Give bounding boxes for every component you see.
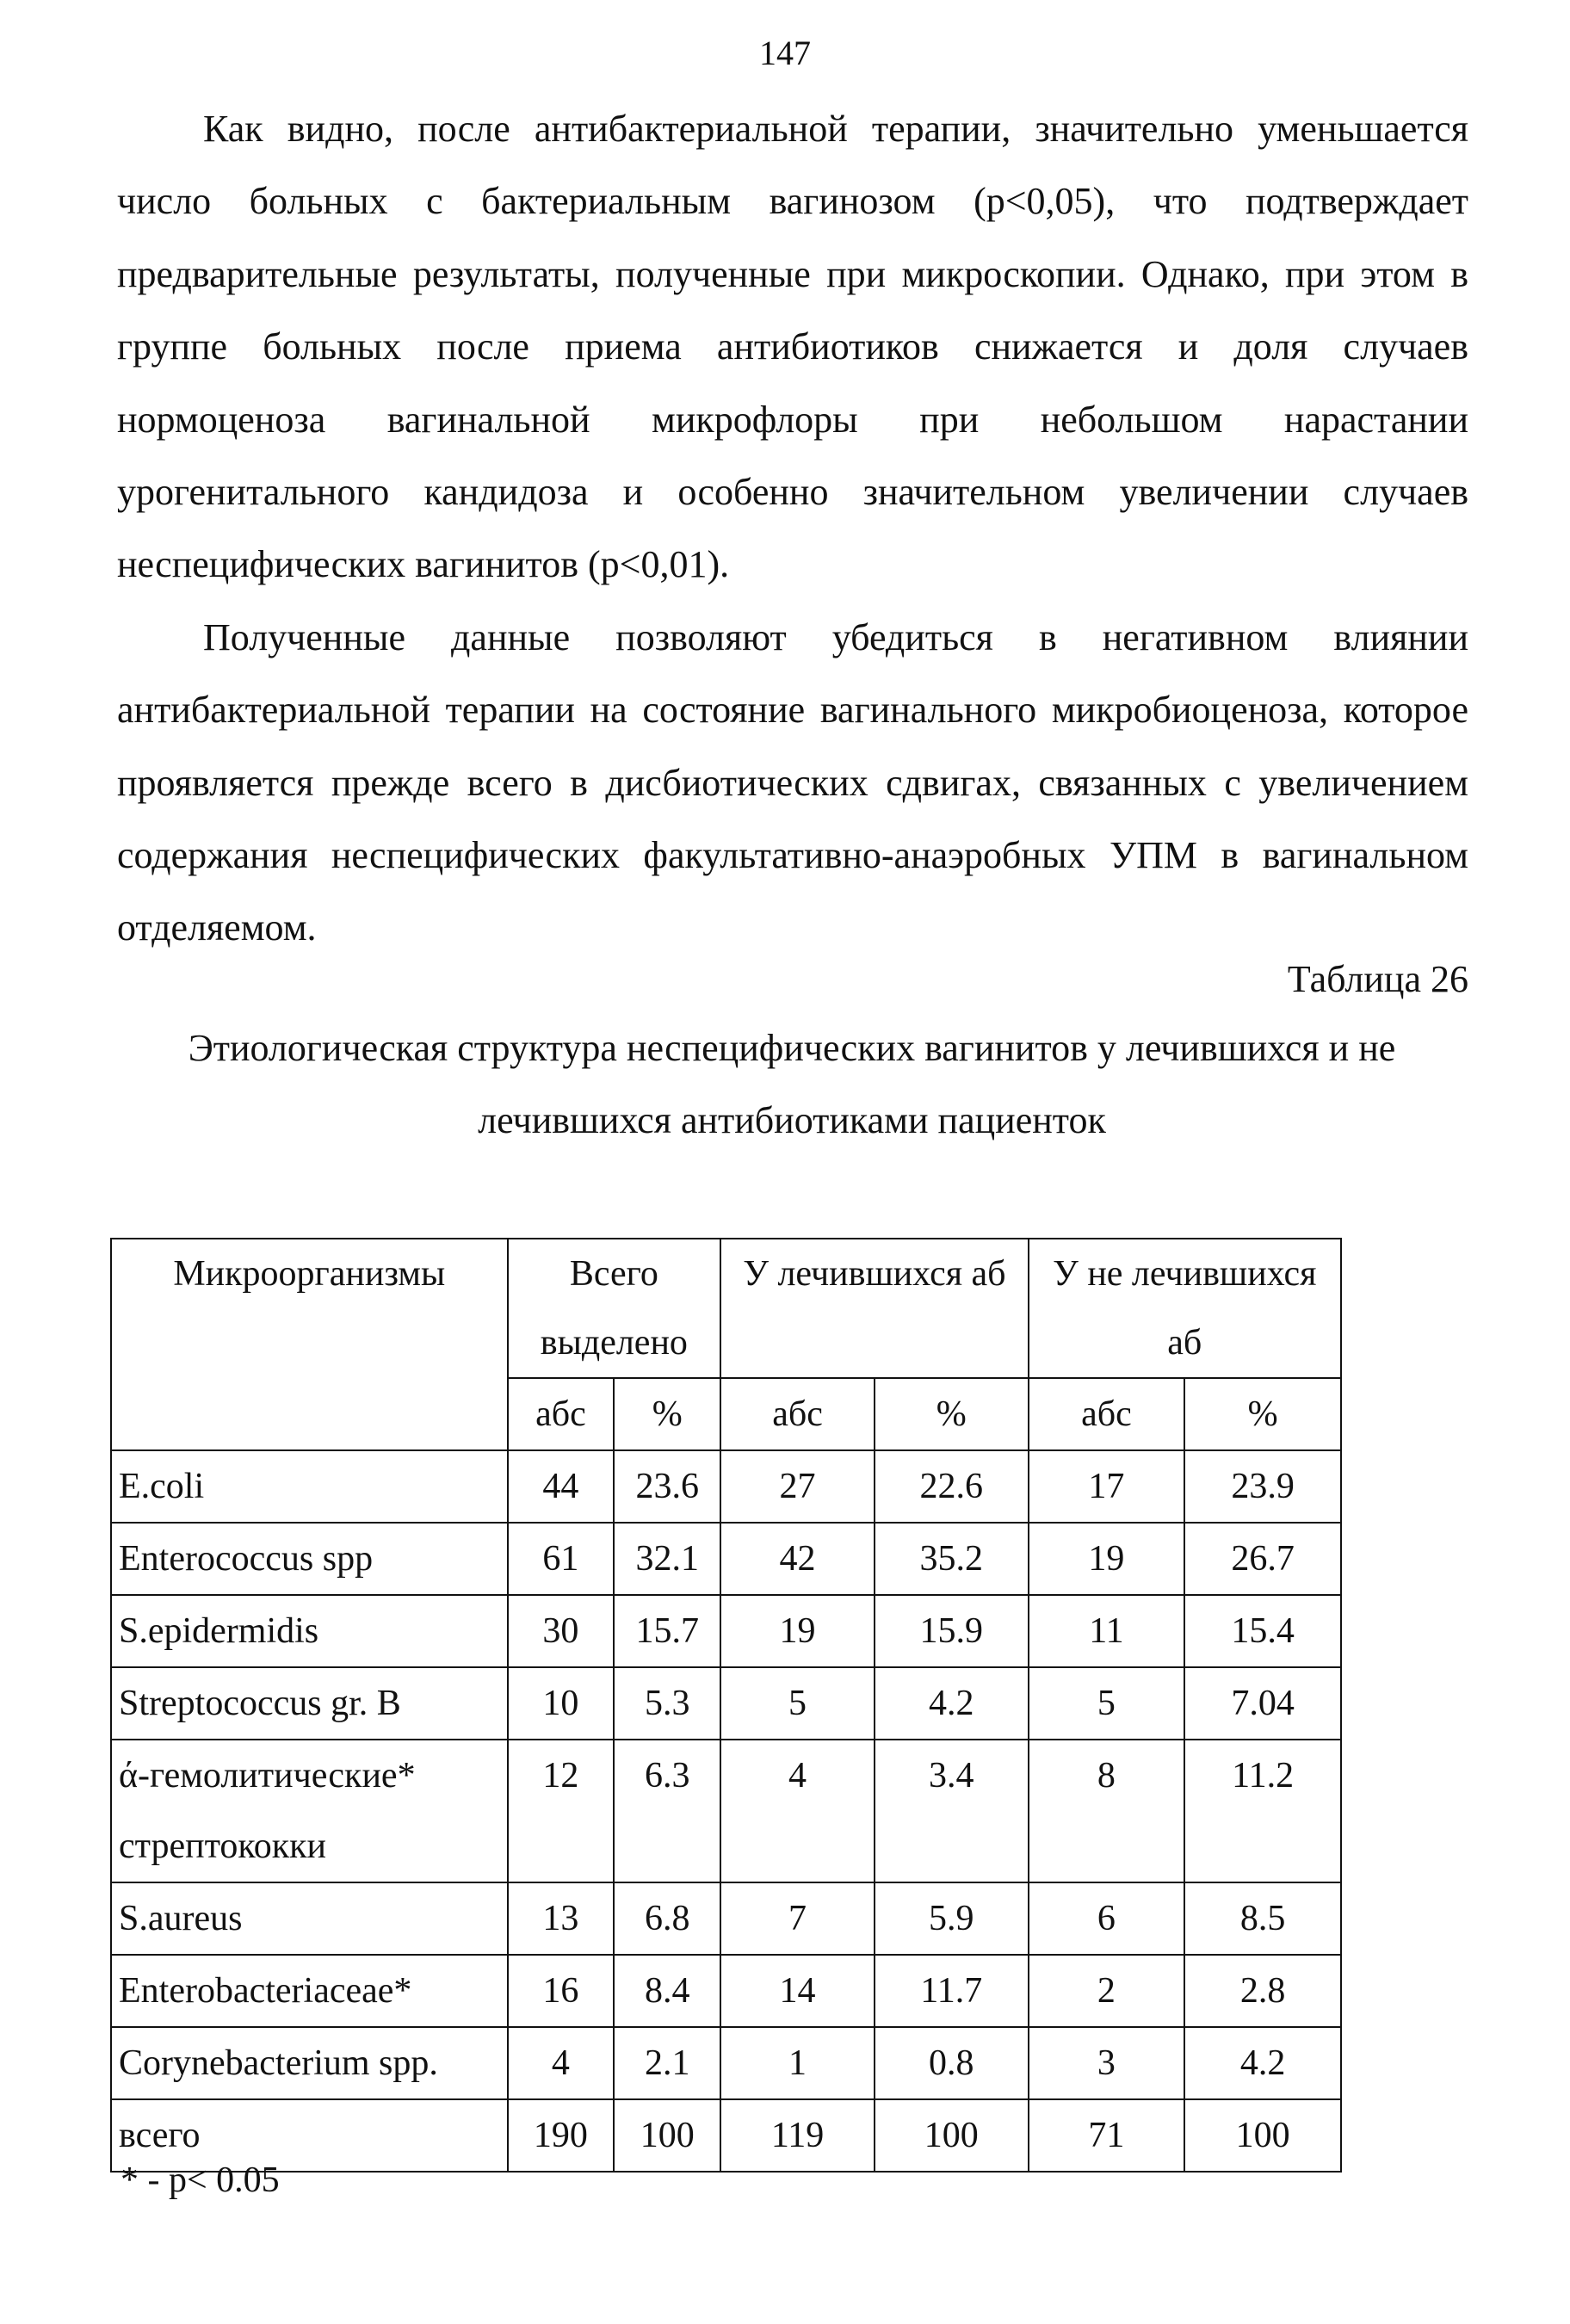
cell-treated-pct: 11.7 [875,1955,1029,2027]
cell-treated-abs: 19 [720,1595,875,1667]
table-row [111,1667,1341,1740]
table-row [111,1882,1341,1955]
cell-treated-abs: 119 [720,2099,875,2172]
table-caption-line: лечившихся антибиотиками пациенток [478,1099,1106,1141]
cell-total-abs: 16 [508,1955,615,2027]
cell-organism: Enterobacteriaceae* [111,1955,508,2027]
table-row [111,1523,1341,1595]
cell-total-abs: 12 [508,1740,615,1882]
paragraph: Полученные данные позволяют убедиться в негативном влиянии антибактериальной терапии на состояние вагинального микробиоценоза, которое проявляется прежде всего в дисбиотических сдвигах, связанных с увеличением содержания неспецифических факультативно-анаэробных УПМ в вагинальном отделяемом. [117,615,1468,949]
table-caption [112,1012,1472,1157]
cell-organism: всего [111,2099,508,2172]
cell-untreated-pct: 8.5 [1184,1882,1341,1955]
cell-treated-pct: 35.2 [875,1523,1029,1595]
cell-total-pct: 6.3 [614,1740,720,1882]
cell-untreated-pct: 2.8 [1184,1955,1341,2027]
subheader-abs: абс [720,1378,875,1450]
cell-total-pct: 32.1 [614,1523,720,1595]
cell-total-abs: 10 [508,1667,615,1740]
cell-total-pct: 5.3 [614,1667,720,1740]
table-row [111,2027,1341,2099]
cell-organism: ά-гемолитические* стрептококки [111,1740,508,1882]
cell-treated-pct: 22.6 [875,1450,1029,1523]
cell-total-pct: 8.4 [614,1955,720,2027]
table-row [111,1955,1341,2027]
subheader-abs: абс [1029,1378,1185,1450]
cell-treated-pct: 3.4 [875,1740,1029,1882]
cell-treated-abs: 4 [720,1740,875,1882]
cell-untreated-abs: 17 [1029,1450,1185,1523]
cell-treated-abs: 42 [720,1523,875,1595]
body-text [117,93,1468,965]
table-footnote: * - р< 0.05 [121,2160,280,2200]
cell-treated-pct: 5.9 [875,1882,1029,1955]
cell-total-pct: 2.1 [614,2027,720,2099]
table-row [111,1740,1341,1882]
cell-organism: S.epidermidis [111,1595,508,1667]
cell-treated-pct: 4.2 [875,1667,1029,1740]
subheader-pct: % [614,1378,720,1450]
cell-untreated-abs: 6 [1029,1882,1185,1955]
cell-total-abs: 61 [508,1523,615,1595]
table-header-row [111,1239,1341,1378]
cell-untreated-pct: 15.4 [1184,1595,1341,1667]
cell-total-pct: 6.8 [614,1882,720,1955]
cell-total-abs: 4 [508,2027,615,2099]
cell-organism: S.aureus [111,1882,508,1955]
cell-total-abs: 44 [508,1450,615,1523]
page-number: 147 [759,34,811,72]
cell-untreated-abs: 8 [1029,1740,1185,1882]
cell-untreated-abs: 71 [1029,2099,1185,2172]
cell-treated-abs: 27 [720,1450,875,1523]
cell-treated-abs: 7 [720,1882,875,1955]
table-row [111,2099,1341,2172]
cell-untreated-pct: 4.2 [1184,2027,1341,2099]
table-label: Таблица 26 [1287,958,1468,1000]
header-untreated: У не лечившихся аб [1029,1239,1341,1378]
cell-total-pct: 100 [614,2099,720,2172]
cell-treated-pct: 100 [875,2099,1029,2172]
cell-organism: Streptococcus gr. B [111,1667,508,1740]
cell-untreated-abs: 5 [1029,1667,1185,1740]
subheader-pct: % [875,1378,1029,1450]
cell-untreated-pct: 7.04 [1184,1667,1341,1740]
cell-untreated-abs: 3 [1029,2027,1185,2099]
cell-untreated-abs: 19 [1029,1523,1185,1595]
cell-treated-abs: 1 [720,2027,875,2099]
cell-untreated-abs: 2 [1029,1955,1185,2027]
cell-treated-abs: 14 [720,1955,875,2027]
header-total: Всего выделено [508,1239,721,1378]
header-treated: У лечившихся аб [720,1239,1028,1378]
header-organisms: Микроорганизмы [111,1239,508,1450]
table-row [111,1450,1341,1523]
subheader-pct: % [1184,1378,1341,1450]
cell-total-pct: 23.6 [614,1450,720,1523]
cell-total-abs: 30 [508,1595,615,1667]
subheader-abs: абс [508,1378,615,1450]
cell-organism: Enterococcus spp [111,1523,508,1595]
cell-organism: Corynebacterium spp. [111,2027,508,2099]
cell-untreated-pct: 23.9 [1184,1450,1341,1523]
cell-untreated-abs: 11 [1029,1595,1185,1667]
cell-untreated-pct: 11.2 [1184,1740,1341,1882]
cell-organism: E.coli [111,1450,508,1523]
cell-untreated-pct: 26.7 [1184,1523,1341,1595]
paragraph: Как видно, после антибактериальной терапии, значительно уменьшается число больных с бактериальным вагинозом (р<0,05), что подтверждает предварительные результаты, полученные при микроскопии. Однако, при этом в группе больных после приема антибиотиков снижается и доля случаев нормоценоза вагинальной микрофлоры при небольшом нарастании урогенитального кандидоза и особенно значительном увеличении случаев неспецифических вагинитов (р<0,01). [117,108,1468,586]
cell-total-abs: 13 [508,1882,615,1955]
cell-treated-pct: 0.8 [875,2027,1029,2099]
table-row [111,1595,1341,1667]
cell-treated-abs: 5 [720,1667,875,1740]
cell-treated-pct: 15.9 [875,1595,1029,1667]
cell-total-pct: 15.7 [614,1595,720,1667]
cell-untreated-pct: 100 [1184,2099,1341,2172]
cell-total-abs: 190 [508,2099,615,2172]
data-table [110,1238,1342,2173]
table-caption-line: Этиологическая структура неспецифических вагинитов у лечившихся и не [188,1027,1396,1069]
